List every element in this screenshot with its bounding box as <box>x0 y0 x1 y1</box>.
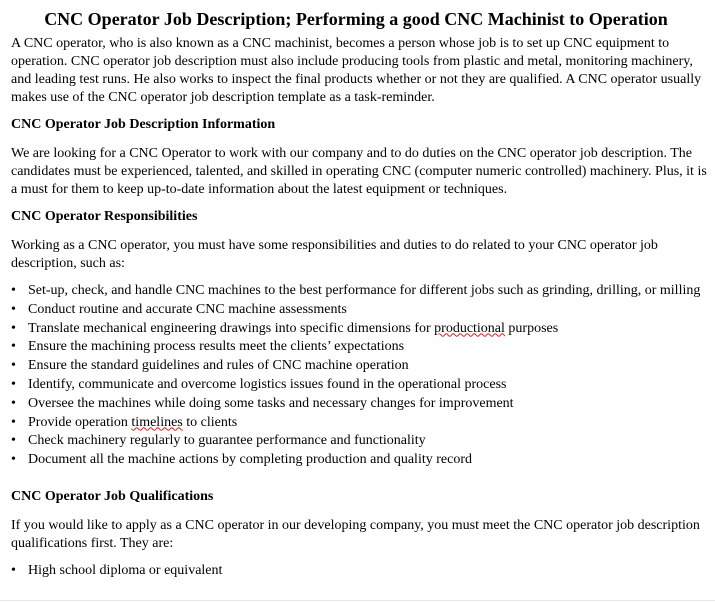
document-body <box>11 0 711 581</box>
list-item: • Translate mechanical engineering drawings into specific dimensions for productional purposes <box>11 320 711 339</box>
information-paragraph: We are looking for a CNC Operator to work with our company and to do duties on the CNC operator job description. The candidates must be experienced, talented, and skilled in operating CNC (computer numeric controlled) machinery. Plus, it is a must for them to keep up-to-date information about the latest equipment or techniques. <box>11 146 707 197</box>
list-item: • Check machinery regularly to guarantee performance and functionality <box>11 432 711 451</box>
list-item: • Identify, communicate and overcome logistics issues found in the operational process <box>11 376 711 395</box>
qualifications-paragraph: If you would like to apply as a CNC operator in our developing company, you must meet the CNC operator job description qualifications first. They are: <box>11 517 700 551</box>
responsibilities-list <box>11 282 711 470</box>
section-heading-information: CNC Operator Job Description Information <box>11 117 276 132</box>
list-item: • Conduct routine and accurate CNC machine assessments <box>11 301 711 320</box>
misspelled-word: timelines <box>131 414 183 430</box>
responsibilities-paragraph: Working as a CNC operator, you must have some responsibilities and duties to do related to your CNC operator job description, such as: <box>11 238 658 271</box>
qualifications-list <box>11 562 711 581</box>
list-item: • Ensure the machining process results meet the clients’ expectations <box>11 338 711 357</box>
section-heading-responsibilities: CNC Operator Responsibilities <box>11 209 198 224</box>
list-item: • Provide operation timelines to clients <box>11 414 711 433</box>
list-item: • Oversee the machines while doing some tasks and necessary changes for improvement <box>11 395 711 414</box>
misspelled-word: productional <box>434 320 505 336</box>
intro-paragraph: A CNC operator, who is also known as a CNC machinist, becomes a person whose job is to set up CNC equipment to operation. CNC operator job description must also include producing tools from plastic and metal, monitoring machinery, and leading test runs. He also works to inspect the final products whether or not they are qualified. A CNC operator usually makes use of the CNC operator job description template as a task-reminder. <box>11 36 702 105</box>
page-divider <box>0 600 715 601</box>
section-heading-qualifications: CNC Operator Job Qualifications <box>11 488 214 504</box>
list-item: • Document all the machine actions by completing production and quality record <box>11 451 711 470</box>
list-item: • Ensure the standard guidelines and rules of CNC machine operation <box>11 357 711 376</box>
page-title: CNC Operator Job Description; Performing a good CNC Machinist to Operation <box>44 9 668 29</box>
list-item: • High school diploma or equivalent <box>11 562 711 581</box>
list-item: • Set-up, check, and handle CNC machines to the best performance for different jobs such as grinding, drilling, or milling <box>11 282 711 301</box>
